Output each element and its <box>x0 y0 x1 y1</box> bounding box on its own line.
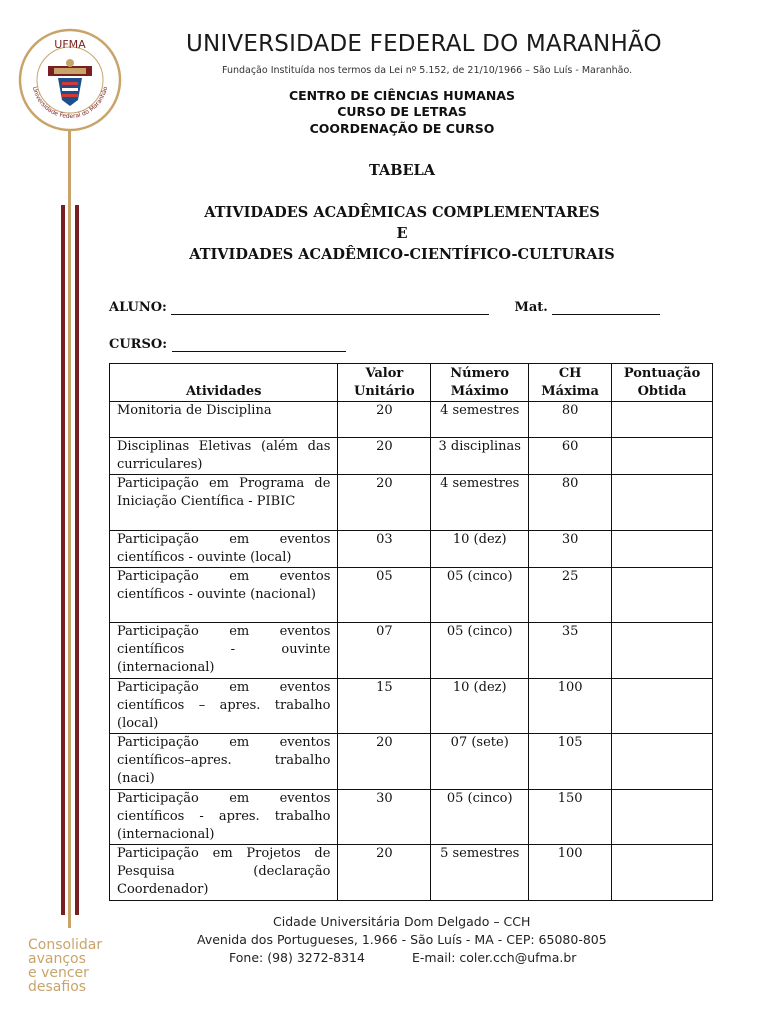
red-vertical-bar-right <box>75 205 79 915</box>
table-row <box>110 845 713 901</box>
ch-cell: 105 <box>529 734 612 790</box>
ch-cell: 80 <box>529 475 612 531</box>
ch-cell: 30 <box>529 531 612 568</box>
course-field <box>109 337 346 352</box>
table-row <box>110 568 713 623</box>
activity-cell: Participação em eventos científicos - ouvinte (nacional) <box>110 568 338 623</box>
header-max-number: Número Máximo <box>431 364 529 402</box>
ch-cell: 150 <box>529 790 612 845</box>
header-activities: Atividades <box>110 364 338 402</box>
value-cell: 15 <box>338 679 431 734</box>
value-cell: 20 <box>338 734 431 790</box>
score-cell[interactable] <box>612 734 713 790</box>
ch-cell: 100 <box>529 679 612 734</box>
max-cell: 05 (cinco) <box>431 790 529 845</box>
score-cell[interactable] <box>612 568 713 623</box>
score-cell[interactable] <box>612 790 713 845</box>
max-cell: 4 semestres <box>431 475 529 531</box>
activity-cell: Participação em eventos científicos - ouvinte (internacional) <box>110 623 338 679</box>
activity-cell: Participação em eventos científicos–apres. trabalho (naci) <box>110 734 338 790</box>
header-score: Pontuação Obtida <box>612 364 713 402</box>
max-cell: 5 semestres <box>431 845 529 901</box>
ufma-seal-logo <box>18 28 122 132</box>
table-row <box>110 623 713 679</box>
table-row <box>110 402 713 438</box>
value-cell: 05 <box>338 568 431 623</box>
slogan-line: desafios <box>28 979 87 995</box>
activities-table <box>109 363 713 901</box>
doc-title-line: ATIVIDADES ACADÊMICO-CIENTÍFICO-CULTURAIS <box>189 246 615 263</box>
course-name: CURSO DE LETRAS <box>337 104 467 119</box>
value-cell: 20 <box>338 475 431 531</box>
score-cell[interactable] <box>612 679 713 734</box>
center-name: CENTRO DE CIÊNCIAS HUMANAS <box>288 88 516 103</box>
red-vertical-bar-left <box>61 205 65 915</box>
table-row <box>110 531 713 568</box>
doc-title-line: ATIVIDADES ACADÊMICAS COMPLEMENTARES <box>204 204 600 221</box>
ch-cell: 25 <box>529 568 612 623</box>
header-max-ch: CH Máxima <box>529 364 612 402</box>
score-cell[interactable] <box>612 623 713 679</box>
footer-email: E-mail: coler.cch@ufma.br <box>412 950 577 965</box>
activity-cell: Participação em Programa de Iniciação Científica - PIBIC <box>110 475 338 531</box>
seal-acronym: UFMA <box>54 38 86 51</box>
activity-cell: Disciplinas Eletivas (além das curriculares) <box>110 438 338 475</box>
activity-cell: Participação em eventos científicos – apres. trabalho (local) <box>110 679 338 734</box>
value-cell: 07 <box>338 623 431 679</box>
max-cell: 4 semestres <box>431 402 529 438</box>
seal-ring-text: Universidade Federal do Maranhão <box>30 85 110 121</box>
ch-cell: 100 <box>529 845 612 901</box>
coordination-name: COORDENAÇÃO DE CURSO <box>309 121 495 136</box>
mat-label: Mat. <box>514 300 548 315</box>
score-cell[interactable] <box>612 475 713 531</box>
header-unit-value: Valor Unitário <box>338 364 431 402</box>
score-cell[interactable] <box>612 845 713 901</box>
footer-phone: Fone: (98) 3272-8314 <box>229 950 365 965</box>
slogan-line: avanços <box>28 951 86 967</box>
max-cell: 05 (cinco) <box>431 623 529 679</box>
slogan-line: e vencer <box>28 965 89 981</box>
max-cell: 07 (sete) <box>431 734 529 790</box>
score-cell[interactable] <box>612 438 713 475</box>
table-row <box>110 475 713 531</box>
university-name: UNIVERSIDADE FEDERAL DO MARANHÃO <box>186 31 662 57</box>
max-cell: 05 (cinco) <box>431 568 529 623</box>
value-cell: 30 <box>338 790 431 845</box>
table-row <box>110 679 713 734</box>
mat-blank[interactable] <box>552 300 660 315</box>
table-row <box>110 734 713 790</box>
foundation-note: Fundação Instituída nos termos da Lei nº 5.152, de 21/10/1966 – São Luís - Maranhão. <box>222 65 633 76</box>
slogan <box>28 938 148 994</box>
activity-cell: Participação em Projetos de Pesquisa (declaração Coordenador) <box>110 845 338 901</box>
max-cell: 3 disciplinas <box>431 438 529 475</box>
footer-address: Avenida dos Portugueses, 1.966 - São Luís - MA - CEP: 65080-805 <box>197 932 607 947</box>
ch-cell: 60 <box>529 438 612 475</box>
table-header-row <box>110 364 713 402</box>
student-blank[interactable] <box>171 300 489 315</box>
value-cell: 20 <box>338 402 431 438</box>
score-cell[interactable] <box>612 402 713 438</box>
doc-title-table: TABELA <box>368 162 435 179</box>
doc-title-conjunction: E <box>396 225 408 242</box>
value-cell: 03 <box>338 531 431 568</box>
student-field <box>109 300 660 315</box>
value-cell: 20 <box>338 845 431 901</box>
course-blank[interactable] <box>172 337 346 352</box>
student-label: ALUNO: <box>109 300 167 315</box>
activity-cell: Participação em eventos científicos - apres. trabalho (internacional) <box>110 790 338 845</box>
slogan-line: Consolidar <box>28 937 103 953</box>
max-cell: 10 (dez) <box>431 679 529 734</box>
activity-cell: Monitoria de Disciplina <box>110 402 338 438</box>
value-cell: 20 <box>338 438 431 475</box>
activity-cell: Participação em eventos científicos - ouvinte (local) <box>110 531 338 568</box>
ch-cell: 35 <box>529 623 612 679</box>
score-cell[interactable] <box>612 531 713 568</box>
max-cell: 10 (dez) <box>431 531 529 568</box>
gold-vertical-line <box>68 118 71 928</box>
table-row <box>110 438 713 475</box>
course-label: CURSO: <box>109 337 167 352</box>
table-row <box>110 790 713 845</box>
footer-campus: Cidade Universitária Dom Delgado – CCH <box>273 914 531 929</box>
ch-cell: 80 <box>529 402 612 438</box>
